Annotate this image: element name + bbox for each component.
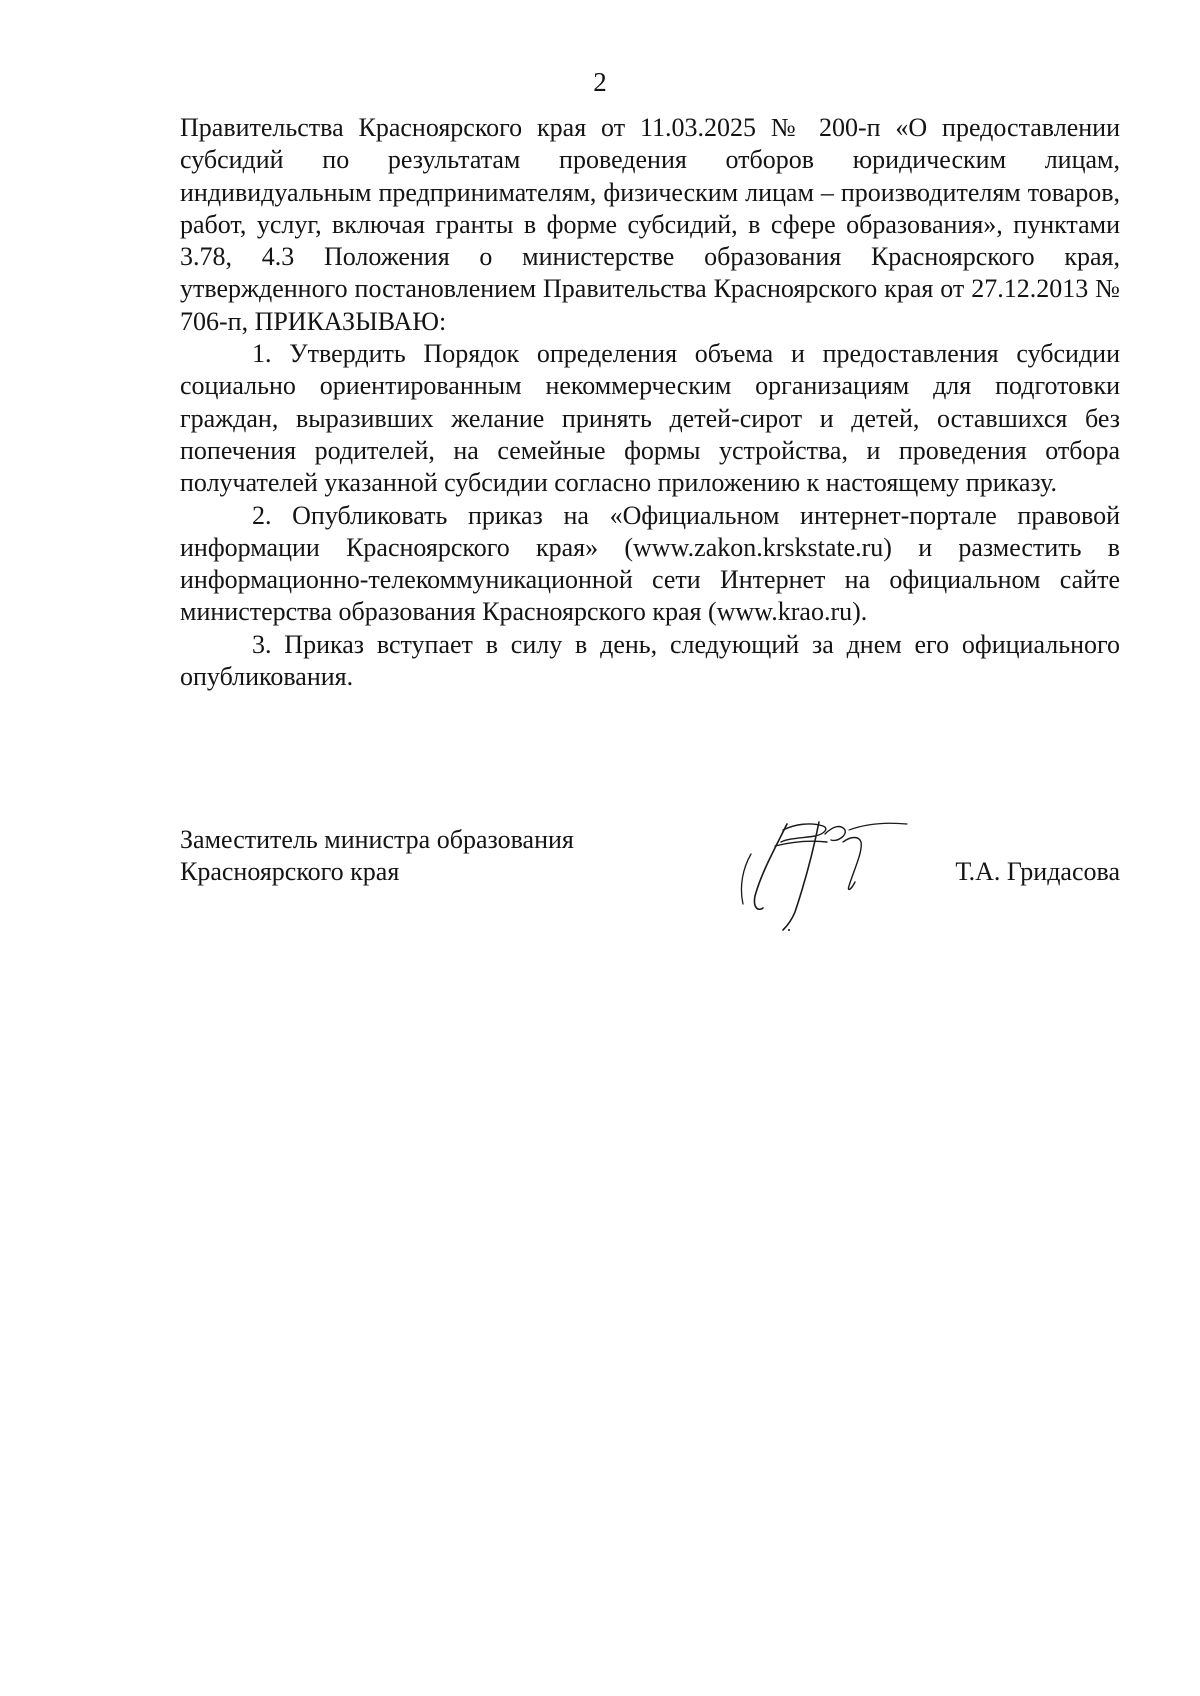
paragraph-item-2: 2. Опубликовать приказ на «Официальном интернет-портале правовой информации Красноярского края» (www.zakon.krskstate.ru) и разместить в информационно-телекоммуникационной сети Интернет на официальном сайте министерства образования Красноярского края (www.krao.ru). (180, 500, 1120, 627)
paragraph-item-1: 1. Утвердить Порядок определения объема и предоставления субсидии социально ориентированным некоммерческим организациям для подготовки граждан, выразивших желание принять детей-сирот и детей, оставшихся без попечения родителей, на семейные формы устройства, и проведения отбора получателей указанной субсидии согласно приложению к настоящему приказу. (180, 339, 1120, 498)
signer-position-line-1: Заместитель министра образования (180, 825, 574, 854)
paragraph-preamble: Правительства Красноярского края от 11.03.2025 № 200-п «О предоставлении субсидий по результатам проведения отборов юридическим лицам, индивидуальным предпринимателям, физическим лицам – производителям товаров, работ, услуг, включая гранты в форме субсидий, в сфере образования», пунктами 3.78, 4.3 Положения о министерстве образования Красноярского края, утвержденного постановлением Правительства Красноярского края от 27.12.2013 № 706-п, ПРИКАЗЫВАЮ: (180, 113, 1120, 336)
signer-position (180, 824, 574, 889)
paragraph-item-3: 3. Приказ вступает в силу в день, следующий за днем его официального опубликования. (180, 629, 1120, 692)
signer-position-line-2: Красноярского края (180, 857, 400, 887)
document-body (180, 112, 1120, 693)
signer-name: Т.А. Гридасова (955, 857, 1120, 886)
page-number: 2 (593, 67, 607, 97)
handwritten-signature-icon (725, 812, 915, 932)
signature-block (180, 824, 1120, 944)
